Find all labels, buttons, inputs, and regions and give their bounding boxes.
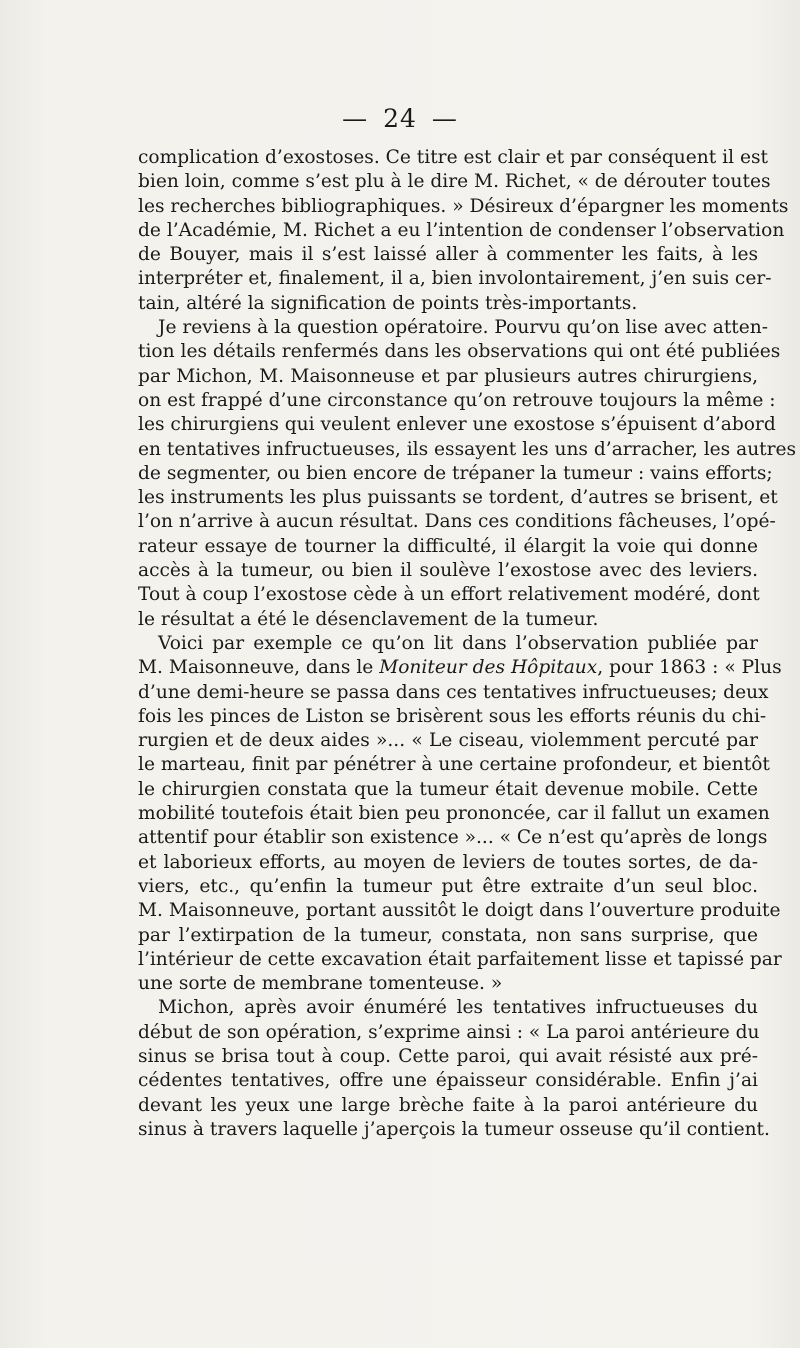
text-fragment: , pour 1863 : « Plus [597,657,782,679]
text-line: d’une demi-heure se passa dans ces tentatives infructueuses; deux [138,681,769,703]
text-line: le chirurgien constata que la tumeur était devenue mobile. Cette [138,778,758,800]
text-line: attentif pour établir son existence »... « Ce n’est qu’après de longs [138,827,768,849]
text-line: on est frappé d’une circonstance qu’on retrouve toujours la même : [138,389,776,411]
text-line: de segmenter, ou bien encore de trépaner la tumeur : vains efforts; [138,462,773,484]
text-line: Tout à coup l’exostose cède à un effort relativement modéré, dont [138,584,760,606]
text-line: accès à la tumeur, ou bien il soulève l’exostose avec des leviers. [138,560,758,582]
text-line: rurgien et de deux aides »... « Le ciseau, violemment percuté par [138,730,758,752]
text-line: tion les détails renfermés dans les observations qui ont été publiées [138,341,781,363]
text-line: par Michon, M. Maisonneuse et par plusieurs autres chirurgiens, [138,365,758,387]
text-line: de l’Académie, M. Richet a eu l’intention de condenser l’observation [138,219,785,241]
text-fragment: M. Maisonneuve, dans le [138,657,380,679]
text-line: mobilité toutefois était bien peu prononcée, car il fallut un examen [138,803,770,825]
text-line: les chirurgiens qui veulent enlever une exostose s’épuisent d’abord [138,414,776,436]
text-line-with-italic [138,656,782,680]
page-body [138,146,797,1142]
text-line: devant les yeux une large brèche faite à la paroi antérieure du [138,1094,758,1116]
text-line: fois les pinces de Liston se brisèrent sous les efforts réunis du chi- [138,705,767,727]
paragraph-1 [138,146,789,316]
text-line: rateur essaye de tourner la difficulté, il élargit la voie qui donne [138,535,758,557]
text-line: début de son opération, s’exprime ainsi : « La paroi antérieure du [138,1021,760,1043]
text-line: complication d’exostoses. Ce titre est clair et par conséquent il est [138,147,768,168]
text-line: bien loin, comme s’est plu à le dire M. Richet, « de dérouter toutes [138,171,771,193]
text-line: sinus se brisa tout à coup. Cette paroi, qui avait résisté aux pré- [138,1045,758,1067]
paragraph-4 [138,996,770,1142]
text-line: par l’extirpation de la tumeur, constata, non sans surprise, que [138,924,758,946]
text-line: Je reviens à la question opératoire. Pourvu qu’on lise avec atten- [158,317,769,339]
text-line: en tentatives infructueuses, ils essayent les uns d’arracher, les autres [138,438,797,460]
journal-title: Moniteur des Hôpitaux [379,657,598,679]
text-line: l’on n’arrive à aucun résultat. Dans ces conditions fâcheuses, l’opé- [138,511,776,533]
paragraph-3 [138,632,782,996]
text-line: de Bouyer, mais il s’est laissé aller à commenter les faits, à les [138,244,758,266]
text-line: les recherches bibliographiques. » Désireux d’épargner les moments [138,195,789,217]
text-line: tain, altéré la signification de points très-importants. [138,292,638,314]
paragraph-2 [138,316,797,632]
text-line: le résultat a été le désenclavement de la tumeur. [138,608,599,630]
text-line: cédentes tentatives, offre une épaisseur considérable. Enfin j’ai [138,1070,758,1092]
text-line: interpréter et, finalement, il a, bien involontairement, j’en suis cer- [138,268,772,290]
text-line: M. Maisonneuve, portant aussitôt le doigt dans l’ouverture produite [138,900,781,922]
text-line: et laborieux efforts, au moyen de leviers de toutes sortes, de da- [138,851,758,873]
text-line: Michon, après avoir énuméré les tentatives infructueuses du [158,997,758,1019]
text-line: une sorte de membrane tomenteuse. » [138,973,503,995]
text-line: le marteau, finit par pénétrer à une certaine profondeur, et bientôt [138,754,770,776]
text-line: les instruments les plus puissants se tordent, d’autres se brisent, et [138,487,778,509]
text-line: Voici par exemple ce qu’on lit dans l’observation publiée par [158,632,758,654]
page-number: — 24 — [342,104,458,133]
text-line: viers, etc., qu’enfin la tumeur put être extraite d’un seul bloc. [138,875,758,897]
text-line: sinus à travers laquelle j’aperçois la tumeur osseuse qu’il contient. [138,1118,770,1140]
text-line: l’intérieur de cette excavation était parfaitement lisse et tapissé par [138,948,782,970]
